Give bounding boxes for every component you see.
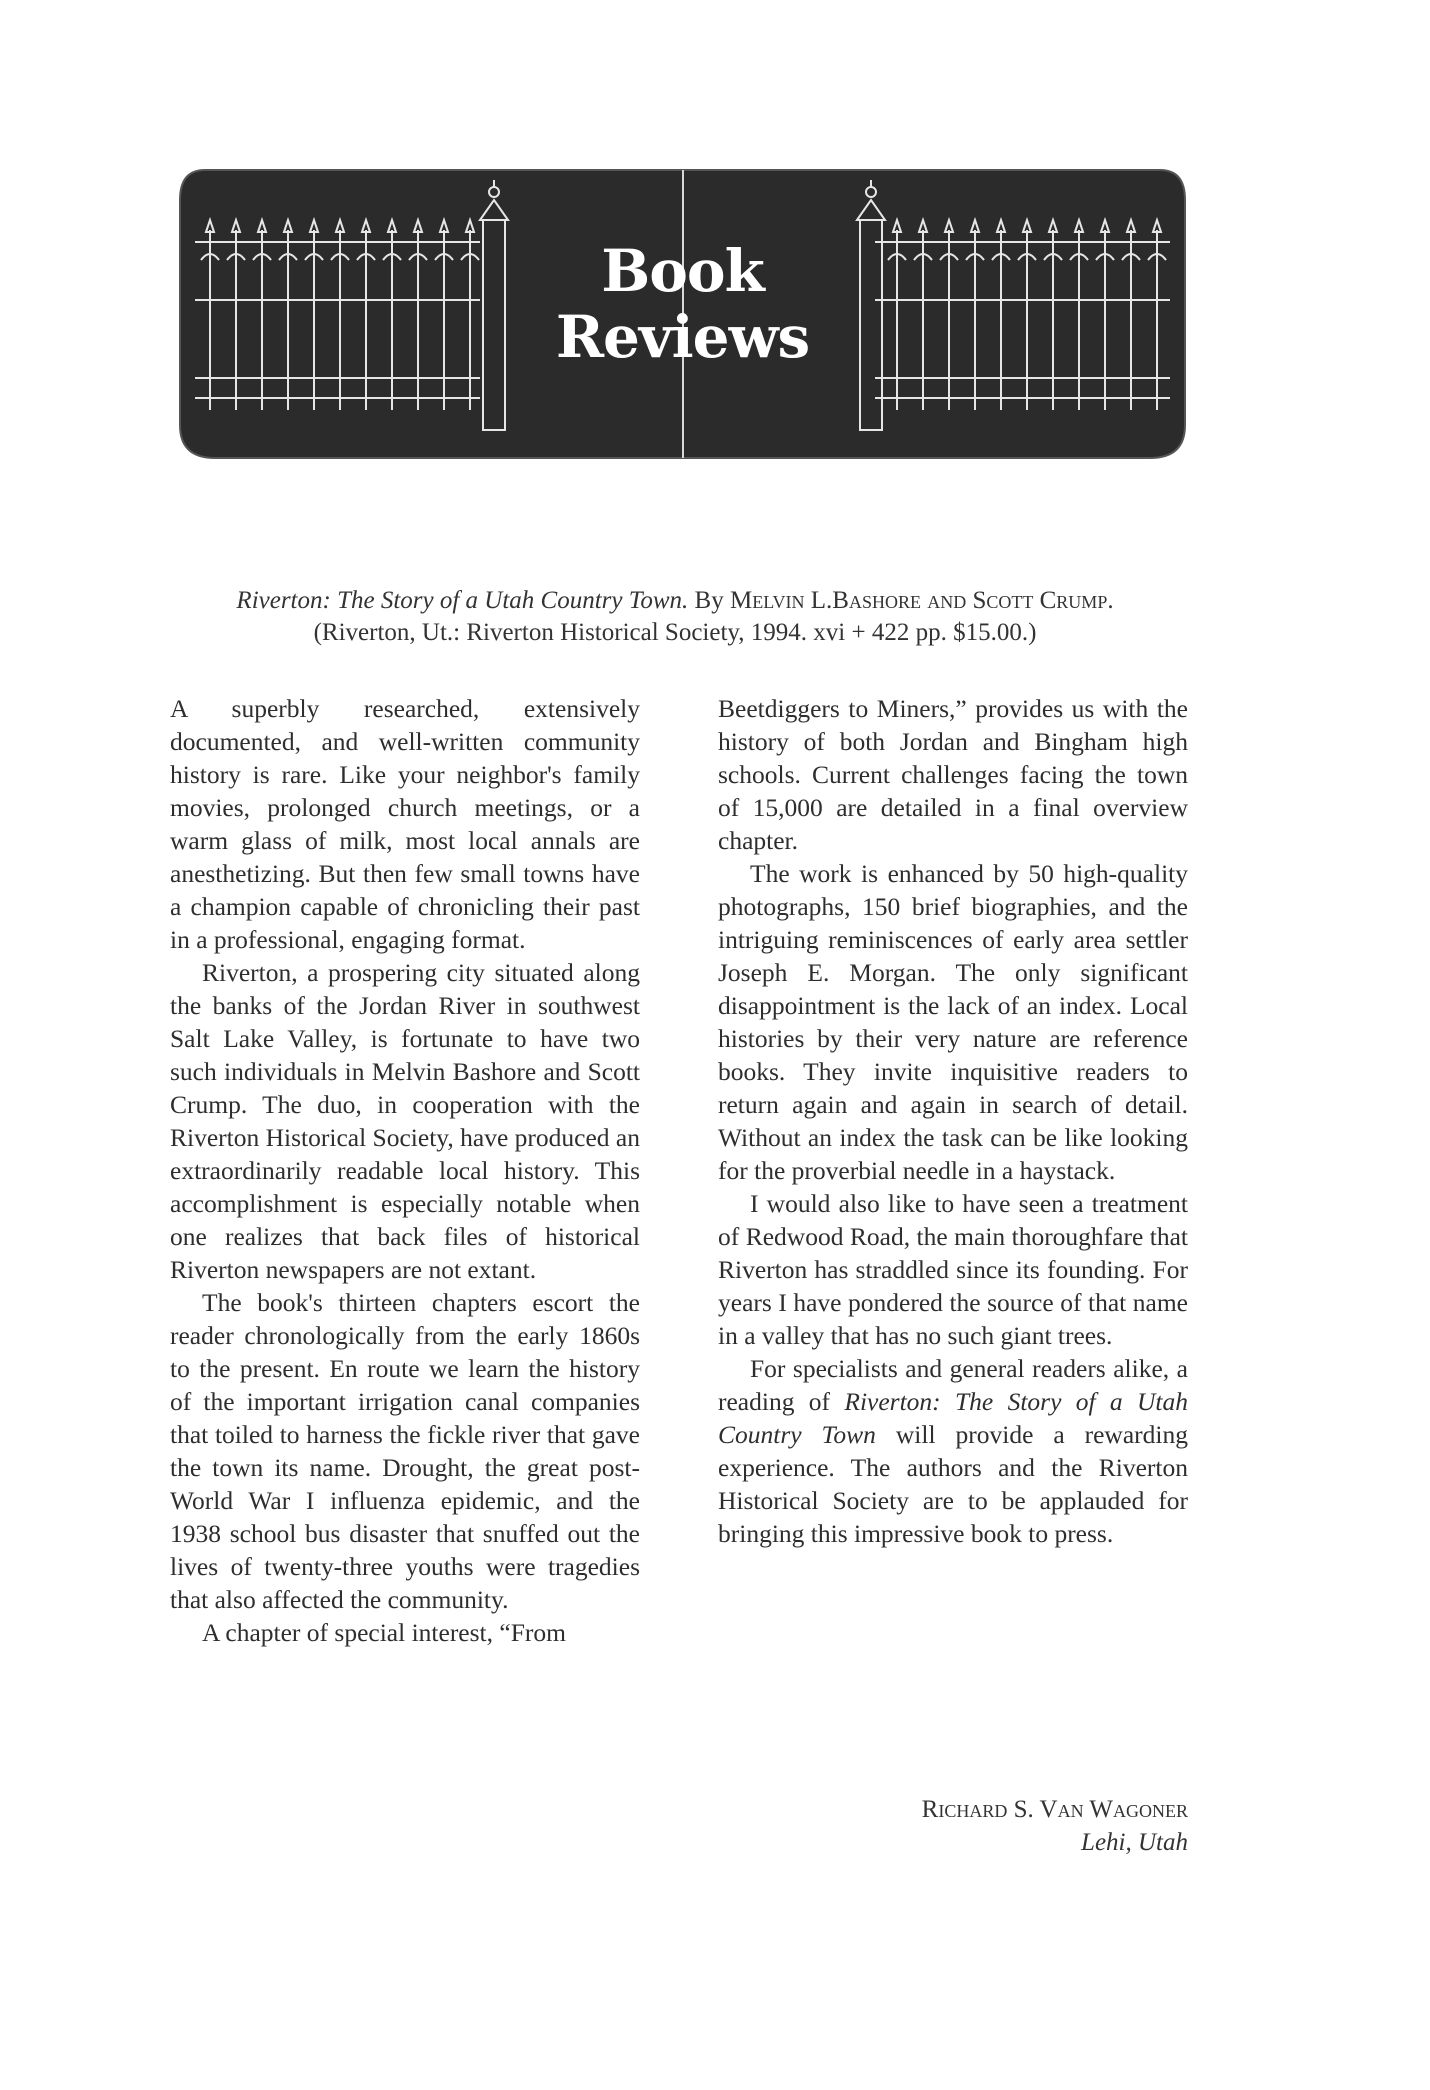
book-title: Riverton: The Story of a Utah Country Town.: [236, 587, 689, 614]
book-citation: [160, 585, 1190, 649]
banner-title-line-2: Reviews: [555, 303, 810, 371]
banner-title-line-1: Book: [601, 237, 764, 305]
banner-title: [175, 238, 1190, 370]
closing-book-title: Riverton: The Story of a Utah Country Town: [718, 1387, 1188, 1449]
paragraph: I would also like to have seen a treatment of Redwood Road, the main thoroughfare that Riverton has straddled since its founding. For years I have pondered the source of that name in a valley that has no such giant trees.: [718, 1189, 1188, 1350]
review-column-left: [170, 692, 640, 1649]
paragraph: The work is enhanced by 50 high-quality photographs, 150 brief biographies, and the intriguing reminiscences of early area settler Joseph E. Morgan. The only significant disappointment is the lack of an index. Local histories by their very nature are reference books. They invite inquisitive readers to return again and again in search of detail. Without an index the task can be like looking for the proverbial needle in a haystack.: [718, 859, 1188, 1185]
book-authors: Melvin L.Bashore and Scott Crump.: [729, 587, 1114, 614]
paragraph: Riverton, a prospering city situated along the banks of the Jordan River in southwest Salt Lake Valley, is fortunate to have two such individuals in Melvin Bashore and Scott Crump. The duo, in cooperation with the Riverton Historical Society, have produced an extraordinarily readable local history. This accomplishment is especially notable when one realizes that back files of historical Riverton newspapers are not extant.: [170, 958, 640, 1284]
by-label: By: [694, 587, 724, 614]
closing-text-before: For specialists and general readers alike, a reading of: [718, 1354, 1188, 1416]
closing-text-after: will provide a rewarding experience. The authors and the Riverton Historical Society are to be applauded for bringing this impressive book to press.: [718, 1420, 1188, 1548]
publication-info: (Riverton, Ut.: Riverton Historical Society, 1994. xvi + 422 pp. $15.00.): [313, 619, 1037, 646]
reviewer-location: Lehi, Utah: [1081, 1829, 1188, 1856]
closing-paragraph: [718, 1352, 1188, 1550]
book-reviews-banner: [175, 160, 1190, 465]
review-column-right: [718, 692, 1188, 1550]
paragraph: The book's thirteen chapters escort the reader chronologically from the early 1860s to the present. En route we learn the history of the important irrigation canal companies that toiled to harness the fickle river that gave the town its name. Drought, the great post-World War I influenza epidemic, and the 1938 school bus disaster that snuffed out the lives of twenty-three youths were tragedies that also affected the community.: [170, 1288, 640, 1614]
paragraph: A superbly researched, extensively documented, and well-written community history is rare. Like your neighbor's family movies, prolonged church meetings, or a warm glass of milk, most local annals are anesthetizing. But then few small towns have a champion capable of chronicling their past in a professional, engaging format.: [170, 694, 640, 954]
reviewer-name: Richard S. Van Wagoner: [921, 1796, 1188, 1823]
paragraph: A chapter of special interest, “From: [202, 1618, 566, 1647]
paragraph: Beetdiggers to Miners,” provides us with the history of both Jordan and Bingham high schools. Current challenges facing the town of 15,000 are detailed in a final overview chapter.: [718, 694, 1188, 855]
